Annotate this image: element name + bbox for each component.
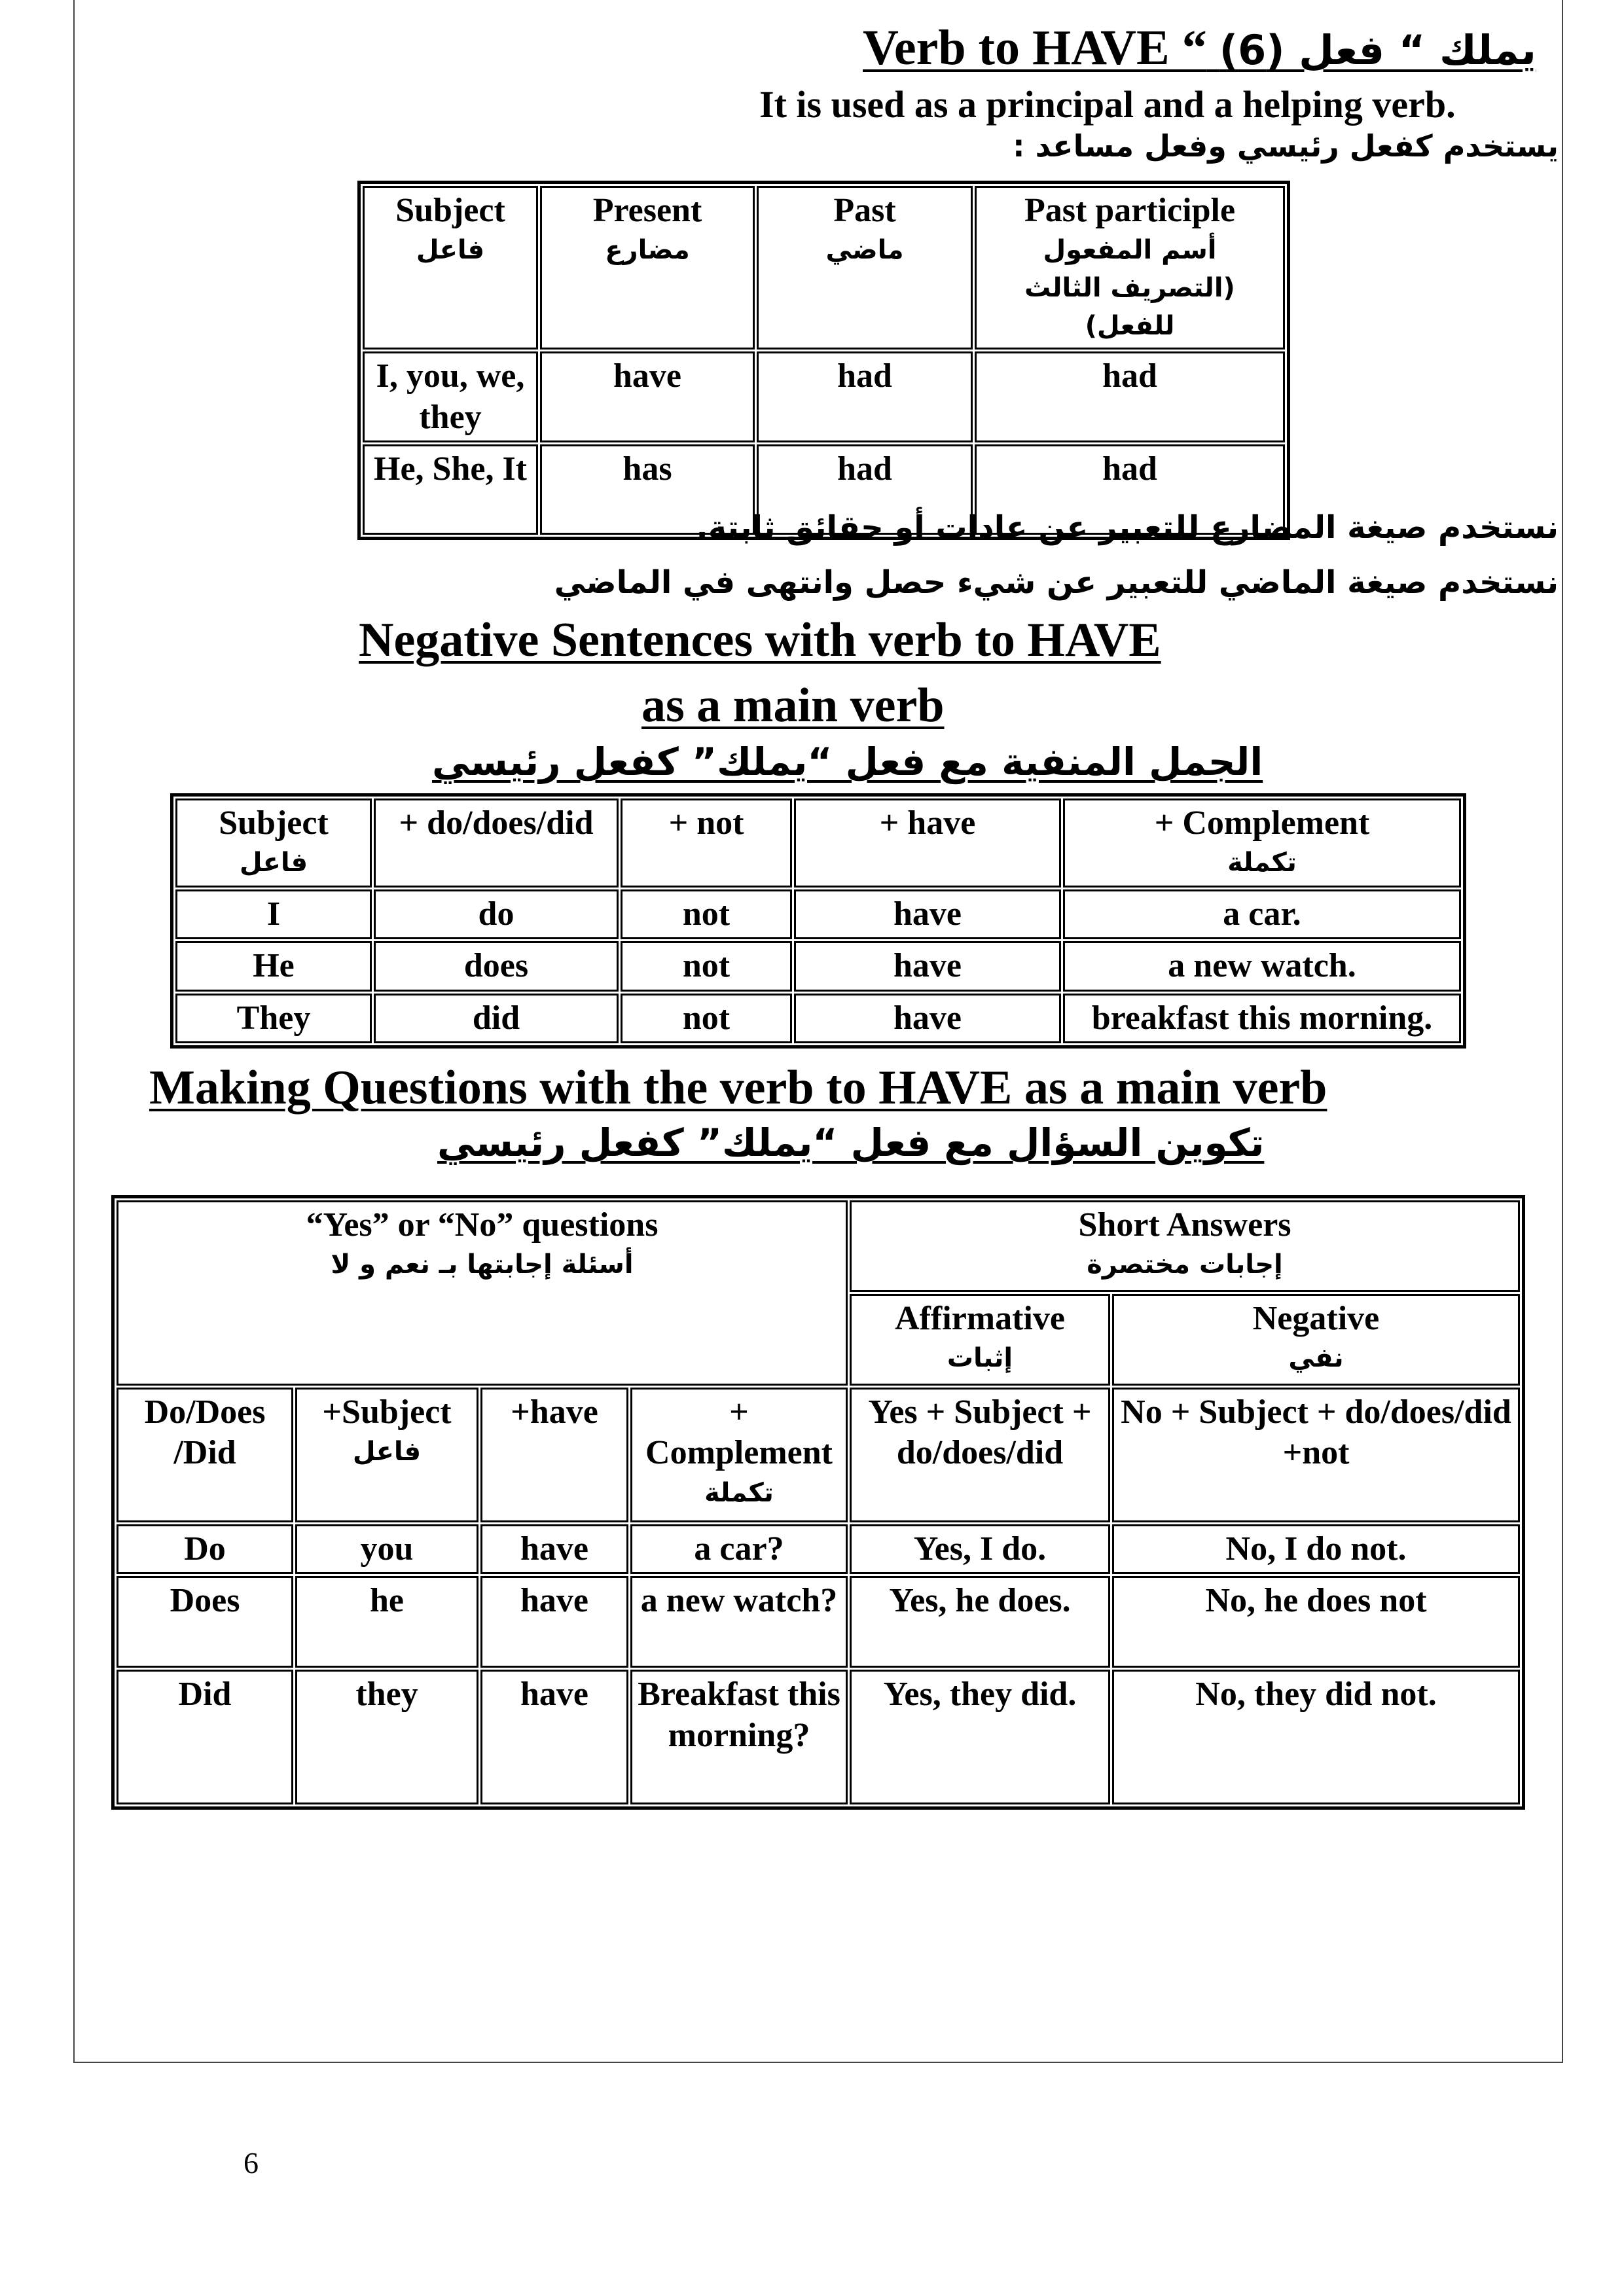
title-english: Verb to HAVE “ bbox=[863, 20, 1207, 75]
table-cell: had bbox=[757, 444, 973, 535]
negative-heading-arabic: الجمل المنفية مع فعل “يملك” كفعل رئيسي bbox=[432, 740, 1263, 784]
title-arabic: يملك “ فعل (6) bbox=[1219, 26, 1536, 74]
table-cell: I bbox=[175, 889, 372, 939]
note-past: نستخدم صيغة الماضي للتعبير عن شيء حصل وانتهى في الماضي bbox=[554, 564, 1559, 601]
table-cell: breakfast this morning. bbox=[1063, 994, 1461, 1043]
intro-english: It is used as a principal and a helping verb. bbox=[759, 83, 1456, 126]
table-cell: Yes, they did. bbox=[850, 1670, 1110, 1804]
forms-header-subject: Subject فاعل bbox=[363, 186, 538, 350]
yes-no-header: “Yes” or “No” questions أسئلة إجابتها بـ نعم و لا bbox=[117, 1200, 848, 1386]
questions-column-header-row bbox=[117, 1388, 1520, 1522]
negative-answer-header: Negative نفي bbox=[1112, 1294, 1520, 1386]
table-cell: have bbox=[480, 1670, 628, 1804]
table-cell: a car. bbox=[1063, 889, 1461, 939]
table-row bbox=[363, 351, 1285, 442]
forms-header-past: Past ماضي bbox=[757, 186, 973, 350]
table-cell: does bbox=[374, 941, 619, 991]
intro-arabic: يستخدم كفعل رئيسي وفعل مساعد : bbox=[1013, 128, 1559, 164]
col-header-complement: + Complement تكملة bbox=[630, 1388, 848, 1522]
forms-header-present: Present مضارع bbox=[540, 186, 755, 350]
negative-heading: Negative Sentences with verb to HAVE bbox=[359, 613, 1161, 667]
table-cell: have bbox=[480, 1576, 628, 1668]
table-cell: he bbox=[295, 1576, 478, 1668]
col-header-no-pattern: No + Subject + do/does/did +not bbox=[1112, 1388, 1520, 1522]
table-cell: I, you, we, they bbox=[363, 351, 538, 442]
table-cell: They bbox=[175, 994, 372, 1043]
table-cell: do bbox=[374, 889, 619, 939]
forms-header-past-participle: Past participle أسم المفعول (التصريف الثالث للفعل) bbox=[975, 186, 1285, 350]
table-cell: He, She, It bbox=[363, 444, 538, 535]
negative-header-row bbox=[175, 798, 1461, 888]
table-cell: Yes, he does. bbox=[850, 1576, 1110, 1668]
table-cell: He bbox=[175, 941, 372, 991]
table-cell: a new watch? bbox=[630, 1576, 848, 1668]
table-cell: have bbox=[540, 351, 755, 442]
table-cell: Breakfast this morning? bbox=[630, 1670, 848, 1804]
table-cell: have bbox=[480, 1524, 628, 1574]
table-cell: they bbox=[295, 1670, 478, 1804]
table-cell: not bbox=[621, 994, 792, 1043]
table-cell: had bbox=[757, 351, 973, 442]
negative-header-have: + have bbox=[794, 798, 1061, 888]
table-cell: has bbox=[540, 444, 755, 535]
page-title bbox=[863, 20, 1536, 77]
table-cell: Yes, I do. bbox=[850, 1524, 1110, 1574]
negative-subheading: as a main verb bbox=[641, 679, 945, 732]
table-cell: Does bbox=[117, 1576, 293, 1668]
negative-table bbox=[170, 793, 1466, 1049]
negative-header-subject: Subject فاعل bbox=[175, 798, 372, 888]
table-row bbox=[175, 994, 1461, 1043]
negative-header-complement: + Complement تكملة bbox=[1063, 798, 1461, 888]
table-cell: did bbox=[374, 994, 619, 1043]
table-cell: No, they did not. bbox=[1112, 1670, 1520, 1804]
table-cell: had bbox=[975, 351, 1285, 442]
table-row bbox=[117, 1524, 1520, 1574]
questions-table bbox=[111, 1195, 1525, 1810]
table-cell: have bbox=[794, 994, 1061, 1043]
negative-header-do: + do/does/did bbox=[374, 798, 619, 888]
table-cell: No, I do not. bbox=[1112, 1524, 1520, 1574]
negative-header-not: + not bbox=[621, 798, 792, 888]
table-cell: Do bbox=[117, 1524, 293, 1574]
affirmative-header: Affirmative إثبات bbox=[850, 1294, 1110, 1386]
col-header-have: +have bbox=[480, 1388, 628, 1522]
col-header-yes-pattern: Yes + Subject + do/does/did bbox=[850, 1388, 1110, 1522]
table-cell: you bbox=[295, 1524, 478, 1574]
questions-heading: Making Questions with the verb to HAVE as a main verb bbox=[149, 1061, 1327, 1115]
questions-heading-arabic: تكوين السؤال مع فعل “يملك” كفعل رئيسي bbox=[437, 1121, 1265, 1165]
note-present: نستخدم صيغة المضارع للتعبير عن عادات أو حقائق ثابتة. bbox=[696, 509, 1559, 546]
short-answers-header: Short Answers إجابات مختصرة bbox=[850, 1200, 1520, 1292]
table-row bbox=[117, 1670, 1520, 1804]
col-header-auxiliary: Do/Does /Did bbox=[117, 1388, 293, 1522]
table-cell: a new watch. bbox=[1063, 941, 1461, 991]
table-cell: not bbox=[621, 889, 792, 939]
page-number: 6 bbox=[244, 2146, 259, 2179]
table-cell: Did bbox=[117, 1670, 293, 1804]
table-cell: had bbox=[975, 444, 1285, 535]
table-cell: have bbox=[794, 889, 1061, 939]
table-row bbox=[175, 941, 1461, 991]
forms-table bbox=[357, 181, 1290, 540]
table-row bbox=[117, 1576, 1520, 1668]
table-cell: No, he does not bbox=[1112, 1576, 1520, 1668]
questions-group-row bbox=[117, 1200, 1520, 1292]
table-cell: not bbox=[621, 941, 792, 991]
table-cell: have bbox=[794, 941, 1061, 991]
forms-header-row bbox=[363, 186, 1285, 350]
table-row bbox=[175, 889, 1461, 939]
col-header-subject: +Subject فاعل bbox=[295, 1388, 478, 1522]
table-cell: a car? bbox=[630, 1524, 848, 1574]
